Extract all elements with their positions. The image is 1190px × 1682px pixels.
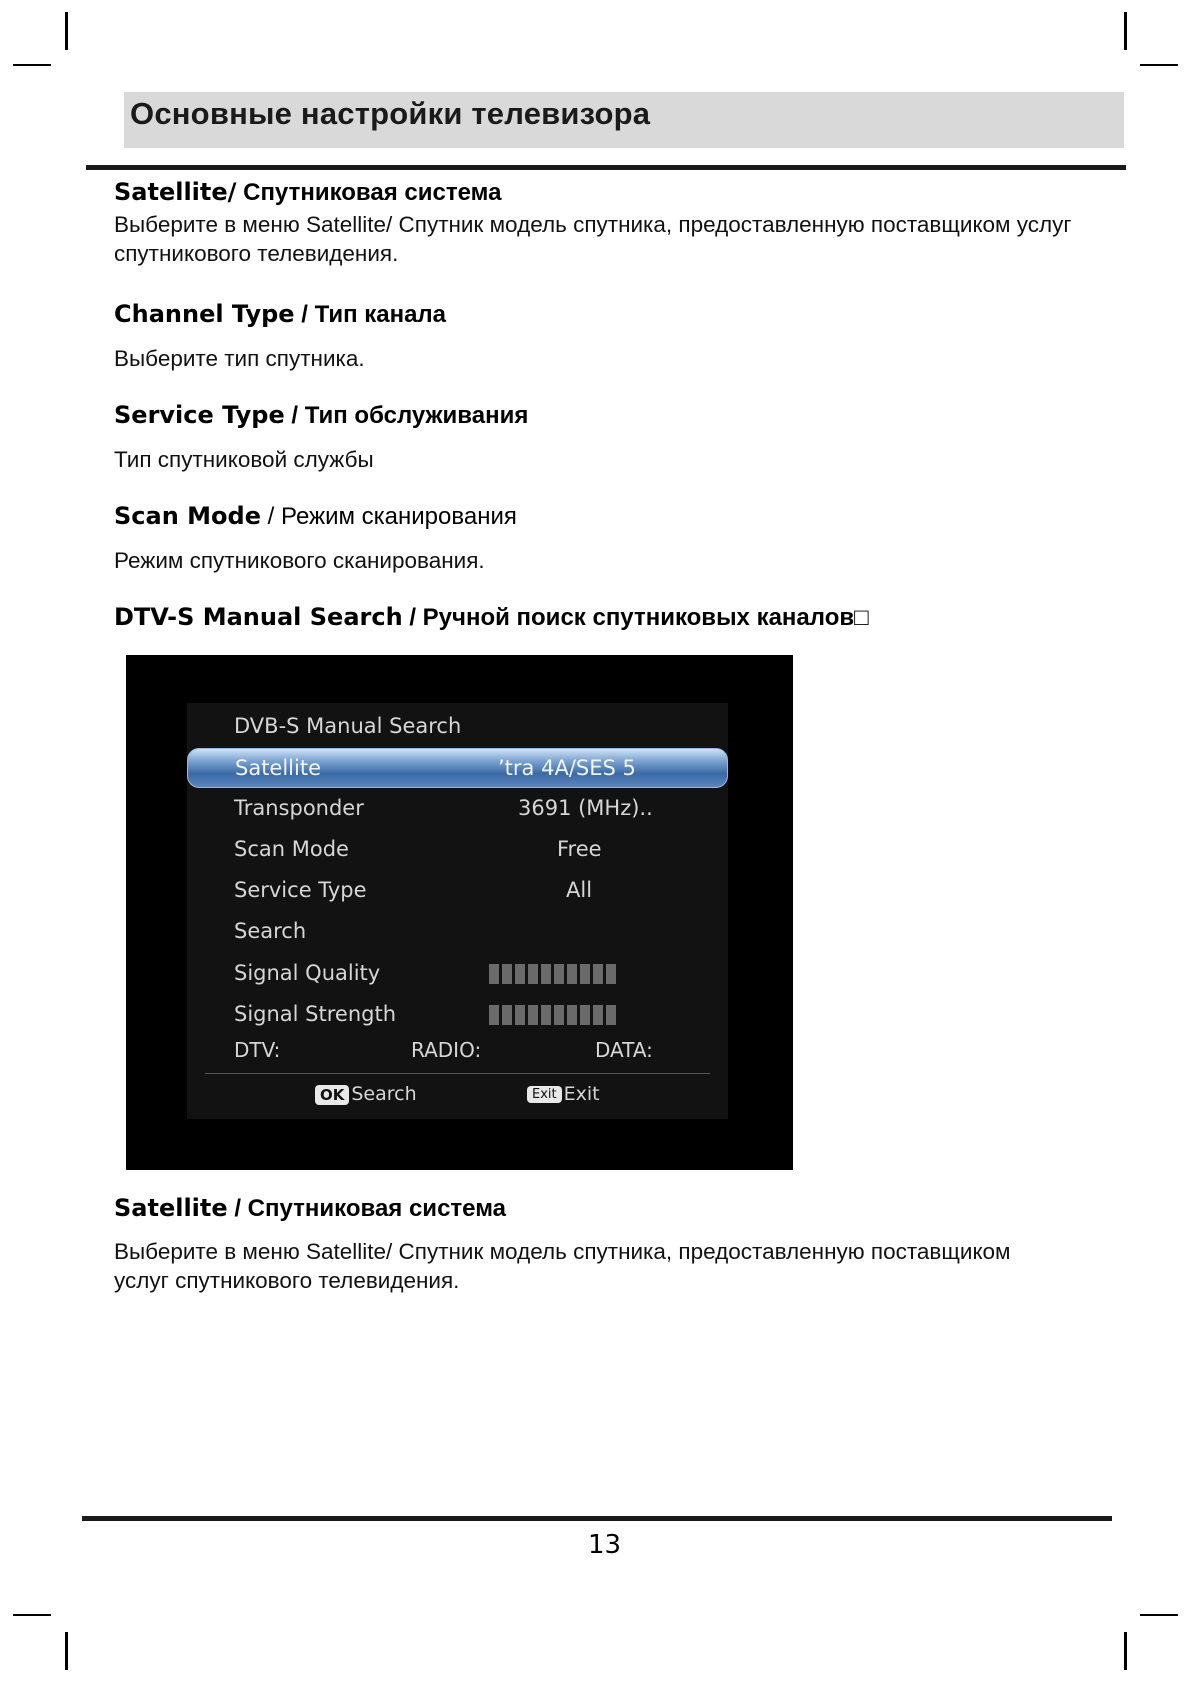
menu-row-value: ’tra 4A/SES 5 (498, 756, 636, 780)
signal-bar (515, 1005, 525, 1025)
section-heading-scan-mode: Scan Mode / Режим сканирования (114, 502, 517, 530)
menu-row-satellite[interactable] (187, 748, 728, 788)
signal-bar (554, 964, 564, 984)
menu-row-label: Search (234, 919, 307, 943)
crop-mark-top-right-v (1124, 12, 1127, 50)
signal-quality-bars (489, 964, 616, 984)
section-text-satellite-2-line1: Выберите в меню Satellite/ Спутник модель спутника, предоставленную поставщиком (114, 1239, 1011, 1264)
ok-hint-label: Search (351, 1083, 417, 1105)
signal-bar (528, 1005, 538, 1025)
section-text-service-type: Тип спутниковой службы (114, 447, 374, 472)
page-title: Основные настройки телевизора (130, 96, 651, 131)
signal-bar (489, 1005, 499, 1025)
menu-row-label: Service Type (234, 878, 367, 902)
exit-key-icon: Exit (527, 1086, 562, 1103)
section-text-satellite-line2: спутникового телевидения. (114, 241, 399, 266)
section-text-satellite-2-line2: услуг спутникового телевидения. (114, 1268, 460, 1293)
menu-title: DVB-S Manual Search (234, 714, 462, 738)
signal-bar (606, 1005, 616, 1025)
crop-mark-bottom-left-h (13, 1614, 51, 1616)
data-counter: DATA: (595, 1038, 653, 1062)
signal-bar (502, 1005, 512, 1025)
signal-bar (541, 964, 551, 984)
signal-strength-bars (489, 1005, 616, 1025)
dvbs-manual-search-menu (187, 703, 728, 1119)
crop-mark-bottom-right-v (1124, 1632, 1127, 1670)
menu-row-value: All (566, 878, 593, 902)
footer-rule (82, 1516, 1112, 1521)
menu-row-label: Transponder (234, 796, 364, 820)
menu-row-label: Scan Mode (234, 837, 349, 861)
tv-screenshot (126, 655, 793, 1170)
section-heading-channel-type: Channel Type / Тип канала (114, 300, 447, 328)
section-heading-satellite: Satellite/ Спутниковая система (114, 178, 502, 206)
menu-row-value: 3691 (MHz).. (518, 796, 653, 820)
signal-bar (593, 964, 603, 984)
menu-row-value: Free (557, 837, 602, 861)
page-number: 13 (588, 1530, 622, 1560)
menu-divider (205, 1073, 710, 1074)
signal-bar (502, 964, 512, 984)
section-text-channel-type: Выберите тип спутника. (114, 346, 365, 371)
signal-bar (593, 1005, 603, 1025)
dtv-counter: DTV: (234, 1038, 281, 1062)
section-heading-manual-search: DTV-S Manual Search / Ручной поиск спутниковых каналов□ (114, 603, 869, 631)
signal-bar (567, 1005, 577, 1025)
menu-row-label: Satellite (235, 756, 322, 780)
signal-bar (554, 1005, 564, 1025)
signal-bar (606, 964, 616, 984)
signal-bar (580, 964, 590, 984)
section-text-scan-mode: Режим спутникового сканирования. (114, 548, 485, 573)
signal-bar (541, 1005, 551, 1025)
crop-mark-bottom-right-h (1140, 1614, 1178, 1616)
page-title-bar (124, 92, 1124, 148)
ok-search-hint[interactable] (315, 1083, 417, 1105)
crop-mark-top-left-v (65, 12, 68, 50)
menu-row-label: Signal Strength (234, 1002, 397, 1026)
signal-bar (567, 964, 577, 984)
signal-bar (580, 1005, 590, 1025)
signal-bar (489, 964, 499, 984)
crop-mark-bottom-left-v (65, 1632, 68, 1670)
signal-bar (515, 964, 525, 984)
ok-key-icon: OK (315, 1085, 349, 1105)
header-rule (86, 165, 1126, 170)
section-heading-service-type: Service Type / Тип обслуживания (114, 401, 529, 429)
exit-hint[interactable] (527, 1083, 600, 1105)
crop-mark-top-right-h (1140, 64, 1178, 66)
signal-bar (528, 964, 538, 984)
radio-counter: RADIO: (411, 1038, 482, 1062)
menu-row-label: Signal Quality (234, 961, 381, 985)
crop-mark-top-left-h (13, 64, 51, 66)
section-heading-satellite-2: Satellite / Спутниковая система (114, 1194, 506, 1222)
section-text-satellite-line1: Выберите в меню Satellite/ Спутник модель спутника, предоставленную поставщиком услуг (114, 212, 1072, 237)
exit-hint-label: Exit (563, 1083, 600, 1105)
